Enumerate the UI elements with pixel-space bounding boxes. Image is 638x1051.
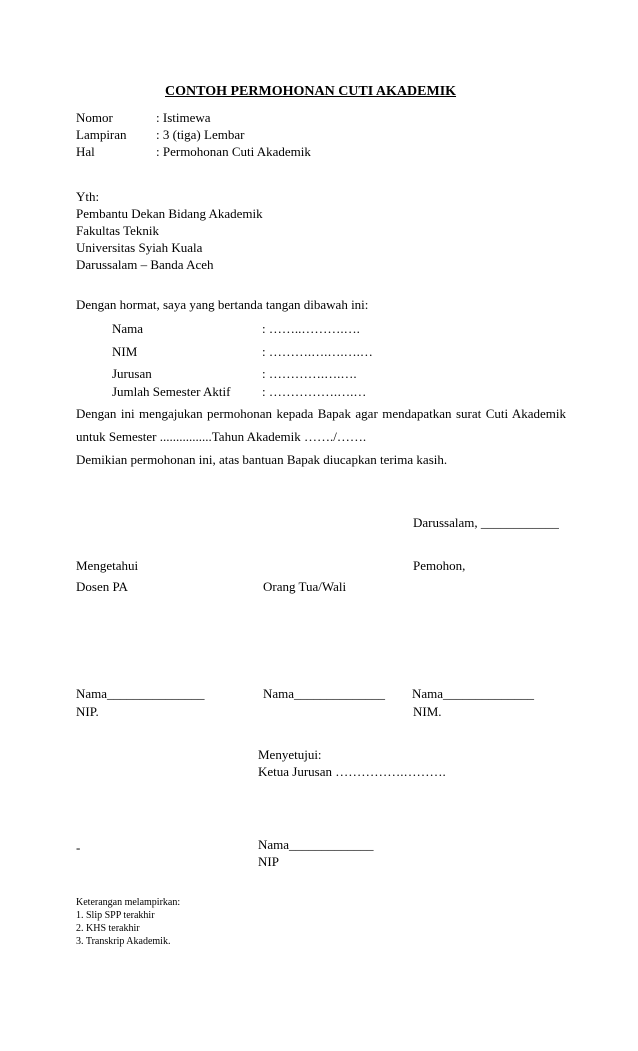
mengetahui-label: Mengetahui: [76, 558, 139, 573]
pemohon-signature-name: Nama______________: [412, 686, 535, 701]
ketua-signature-name: Nama_____________: [258, 837, 374, 852]
body-paragraph-line: Dengan ini mengajukan permohonan kepada Bapak agar mendapatkan surat Cuti Akademik: [76, 406, 566, 421]
header-value: : 3 (tiga) Lembar: [156, 127, 245, 142]
opening-text: Dengan hormat, saya yang bertanda tangan dibawah ini:: [76, 297, 369, 312]
dosen-signature-id: NIP.: [76, 704, 99, 719]
field-label: NIM: [112, 344, 138, 359]
header-label: Lampiran: [76, 127, 127, 142]
recipient-line: Fakultas Teknik: [76, 223, 159, 238]
dash-mark: -: [76, 840, 81, 855]
recipient-line: Darussalam – Banda Aceh: [76, 257, 214, 272]
place-date: Darussalam, ____________: [413, 515, 559, 530]
header-hal: [76, 143, 311, 160]
field-value: : …………….….…: [262, 384, 367, 399]
ketua-signature-id: NIP: [258, 854, 279, 869]
field-label: Nama: [112, 321, 144, 336]
ketua-jurusan-label: Ketua Jurusan …………….……….: [258, 764, 446, 779]
dosen-signature-name: Nama_______________: [76, 686, 205, 701]
notes-item: 3. Transkrip Akademik.: [76, 936, 171, 947]
field-label: Jumlah Semester Aktif: [112, 384, 231, 399]
notes-heading: Keterangan melampirkan:: [76, 897, 181, 908]
notes-item: 2. KHS terakhir: [76, 923, 140, 934]
header-value: : Permohonan Cuti Akademik: [156, 144, 311, 159]
pemohon-signature-id: NIM.: [413, 704, 442, 719]
dosen-pa-label: Dosen PA: [76, 579, 128, 594]
recipient-line: Yth:: [76, 189, 100, 204]
header-label: Nomor: [76, 110, 113, 125]
field-value: : ……….….….….…: [262, 344, 373, 359]
field-value: : ………….….….: [262, 366, 357, 381]
header-lampiran: [76, 126, 244, 143]
menyetujui-label: Menyetujui:: [258, 747, 322, 762]
header-value: : Istimewa: [156, 110, 211, 125]
orang-tua-label: Orang Tua/Wali: [263, 579, 347, 594]
recipient-line: Universitas Syiah Kuala: [76, 240, 203, 255]
document-title: CONTOH PERMOHONAN CUTI AKADEMIK: [165, 84, 457, 99]
header-nomor: [76, 109, 211, 126]
notes-item: 1. Slip SPP terakhir: [76, 910, 155, 921]
field-label: Jurusan: [112, 366, 152, 381]
ortu-signature-name: Nama______________: [263, 686, 386, 701]
recipient-line: Pembantu Dekan Bidang Akademik: [76, 206, 263, 221]
pemohon-label: Pemohon,: [413, 558, 466, 573]
header-label: Hal: [76, 144, 95, 159]
body-paragraph-line: untuk Semester ................Tahun Akademik ……./…….: [76, 429, 367, 444]
closing-text: Demikian permohonan ini, atas bantuan Bapak diucapkan terima kasih.: [76, 452, 448, 467]
field-value: : ……..……….….: [262, 321, 360, 336]
